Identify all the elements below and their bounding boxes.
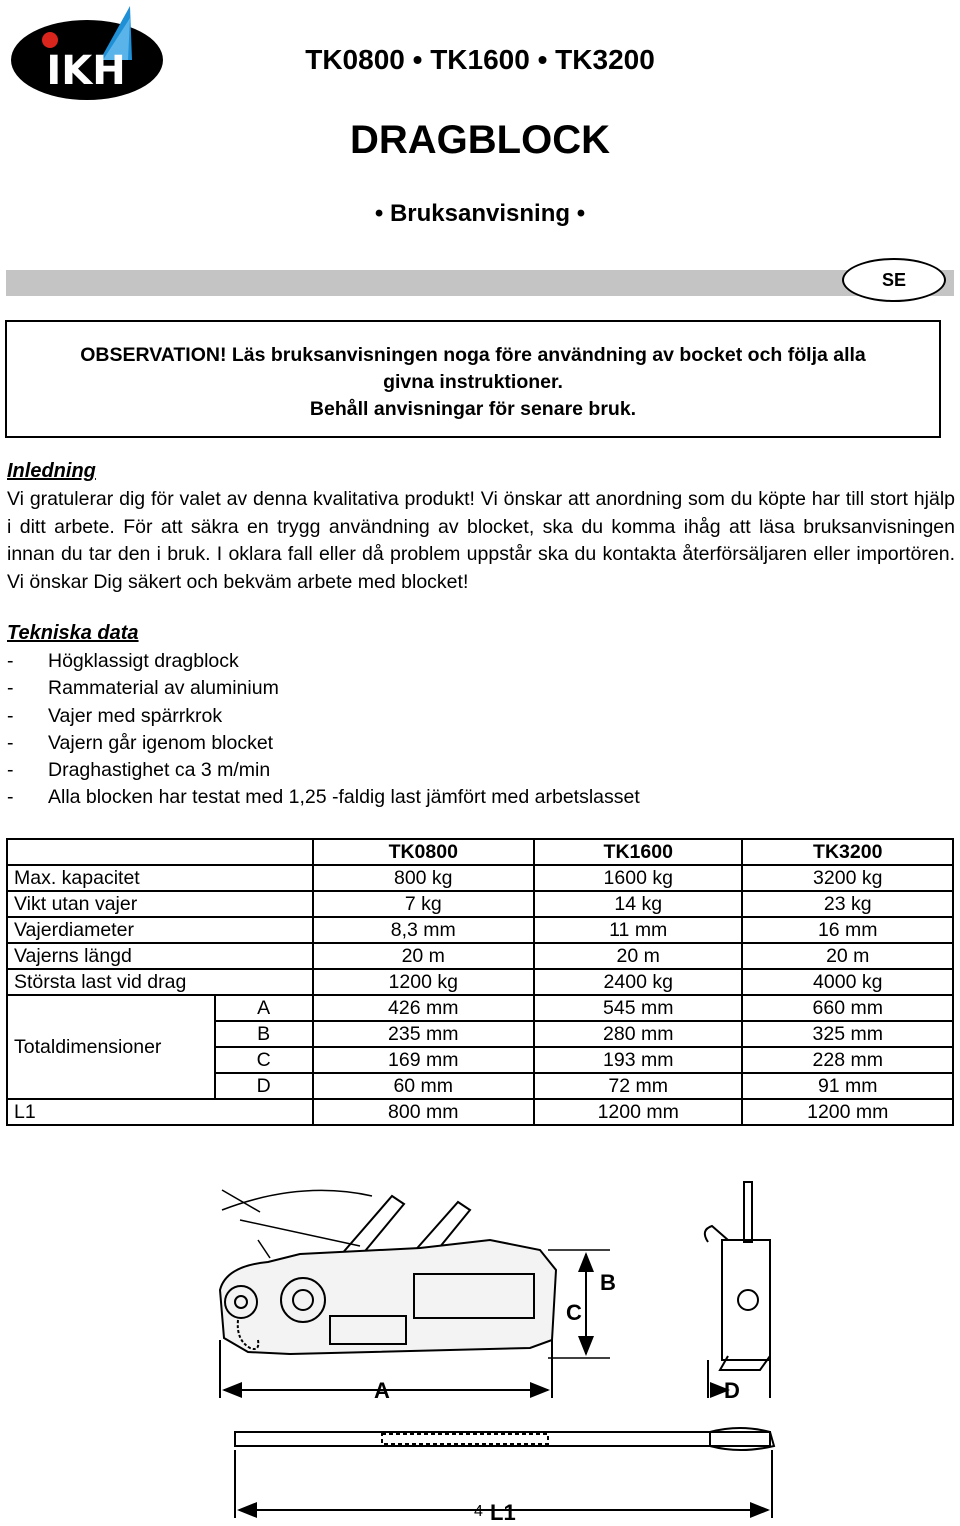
table-header-row bbox=[7, 839, 953, 865]
table-cell: 1200 mm bbox=[534, 1099, 743, 1125]
table-cell: 800 kg bbox=[313, 865, 534, 891]
label-l1: L1 bbox=[490, 1500, 516, 1525]
table-cell: 1200 mm bbox=[742, 1099, 953, 1125]
page-subtitle: • Bruksanvisning • bbox=[374, 200, 586, 227]
column-header-tk0800: TK0800 bbox=[313, 839, 534, 865]
table-cell: 235 mm bbox=[313, 1021, 534, 1047]
table-cell: 280 mm bbox=[534, 1021, 743, 1047]
table-cell: 169 mm bbox=[313, 1047, 534, 1073]
label-d: D bbox=[724, 1378, 740, 1403]
row-label: Största last vid drag bbox=[7, 969, 313, 995]
table-cell: 1200 kg bbox=[313, 969, 534, 995]
dim-key: D bbox=[215, 1073, 313, 1099]
page-number: 4 bbox=[474, 1503, 483, 1520]
label-b: B bbox=[600, 1270, 616, 1295]
table-cell: 660 mm bbox=[742, 995, 953, 1021]
table-cell: 8,3 mm bbox=[313, 917, 534, 943]
table-cell: 2400 kg bbox=[534, 969, 743, 995]
intro-paragraph: Vi gratulerar dig för valet av denna kvalitativa produkt! Vi önskar att anordning som du köpte har till stort hjälp i ditt arbete. För att säkra en trygg användning av blocket, ska du komma ihåg att läsa bruksanvisningen innan du tar den i bruk. I oklara fall eller då problem uppstår ska du kontakta återförsäljaren eller importören. Vi önskar Dig säkert och bekväm arbete med blocket! bbox=[7, 488, 955, 593]
table-corner-cell bbox=[7, 839, 313, 865]
table-cell: 4000 kg bbox=[742, 969, 953, 995]
table-cell: 23 kg bbox=[742, 891, 953, 917]
row-label: Vajerdiameter bbox=[7, 917, 313, 943]
table-cell: 228 mm bbox=[742, 1047, 953, 1073]
dragblock-body bbox=[220, 1240, 556, 1354]
tech-item: - Rammaterial av aluminium bbox=[7, 675, 640, 702]
table-row bbox=[7, 1099, 953, 1125]
dim-key: A bbox=[215, 995, 313, 1021]
label-a: A bbox=[374, 1378, 390, 1403]
tech-item: - Alla blocken har testat med 1,25 -faldig last jämfört med arbetslasset bbox=[7, 784, 640, 811]
table-cell: 16 mm bbox=[742, 917, 953, 943]
dragblock-technical-drawing bbox=[0, 1170, 960, 1526]
table-cell: 20 m bbox=[534, 943, 743, 969]
column-header-tk3200: TK3200 bbox=[742, 839, 953, 865]
row-label: L1 bbox=[7, 1099, 313, 1125]
page-title: DRAGBLOCK bbox=[350, 118, 610, 162]
table-cell: 72 mm bbox=[534, 1073, 743, 1099]
table-cell: 325 mm bbox=[742, 1021, 953, 1047]
table-cell: 7 kg bbox=[313, 891, 534, 917]
column-header-tk1600: TK1600 bbox=[534, 839, 743, 865]
table-row bbox=[7, 969, 953, 995]
model-numbers: TK0800 • TK1600 • TK3200 bbox=[305, 44, 655, 75]
side-view-body bbox=[722, 1240, 770, 1360]
logo-text: IKH bbox=[46, 48, 126, 94]
tech-item: - Vajern går igenom blocket bbox=[7, 730, 640, 757]
table-row bbox=[7, 943, 953, 969]
header-divider-bar bbox=[6, 270, 954, 296]
table-cell: 60 mm bbox=[313, 1073, 534, 1099]
table-cell: 14 kg bbox=[534, 891, 743, 917]
label-c: C bbox=[566, 1300, 582, 1325]
intro-heading: Inledning bbox=[7, 460, 96, 482]
side-view-lever bbox=[744, 1182, 752, 1242]
table-cell: 20 m bbox=[742, 943, 953, 969]
row-label: Max. kapacitet bbox=[7, 865, 313, 891]
table-row bbox=[7, 995, 953, 1021]
dim-key: B bbox=[215, 1021, 313, 1047]
ikh-logo bbox=[8, 4, 166, 102]
table-cell: 193 mm bbox=[534, 1047, 743, 1073]
table-cell: 426 mm bbox=[313, 995, 534, 1021]
dimensions-label: Totaldimensioner bbox=[7, 995, 215, 1099]
row-label: Vikt utan vajer bbox=[7, 891, 313, 917]
observation-line-1: OBSERVATION! Läs bruksanvisningen noga före användning av bocket och följa alla bbox=[80, 344, 866, 366]
tech-heading: Tekniska data bbox=[7, 622, 139, 644]
table-cell: 800 mm bbox=[313, 1099, 534, 1125]
observation-line-2: givna instruktioner. bbox=[383, 371, 563, 393]
table-row bbox=[7, 891, 953, 917]
table-cell: 1600 kg bbox=[534, 865, 743, 891]
table-cell: 3200 kg bbox=[742, 865, 953, 891]
lever-swing-arc bbox=[222, 1190, 372, 1210]
table-row bbox=[7, 865, 953, 891]
row-label: Vajerns längd bbox=[7, 943, 313, 969]
observation-box bbox=[5, 320, 941, 438]
tech-item: - Draghastighet ca 3 m/min bbox=[7, 757, 640, 784]
table-cell: 91 mm bbox=[742, 1073, 953, 1099]
dim-key: C bbox=[215, 1047, 313, 1073]
observation-line-3: Behåll anvisningar för senare bruk. bbox=[309, 398, 637, 420]
spec-table bbox=[6, 838, 954, 1126]
table-row bbox=[7, 917, 953, 943]
table-cell: 545 mm bbox=[534, 995, 743, 1021]
language-badge: SE bbox=[842, 258, 946, 302]
table-cell: 20 m bbox=[313, 943, 534, 969]
tech-item: - Högklassigt dragblock bbox=[7, 648, 640, 675]
tech-list bbox=[7, 648, 640, 812]
tech-item: - Vajer med spärrkrok bbox=[7, 703, 640, 730]
table-cell: 11 mm bbox=[534, 917, 743, 943]
